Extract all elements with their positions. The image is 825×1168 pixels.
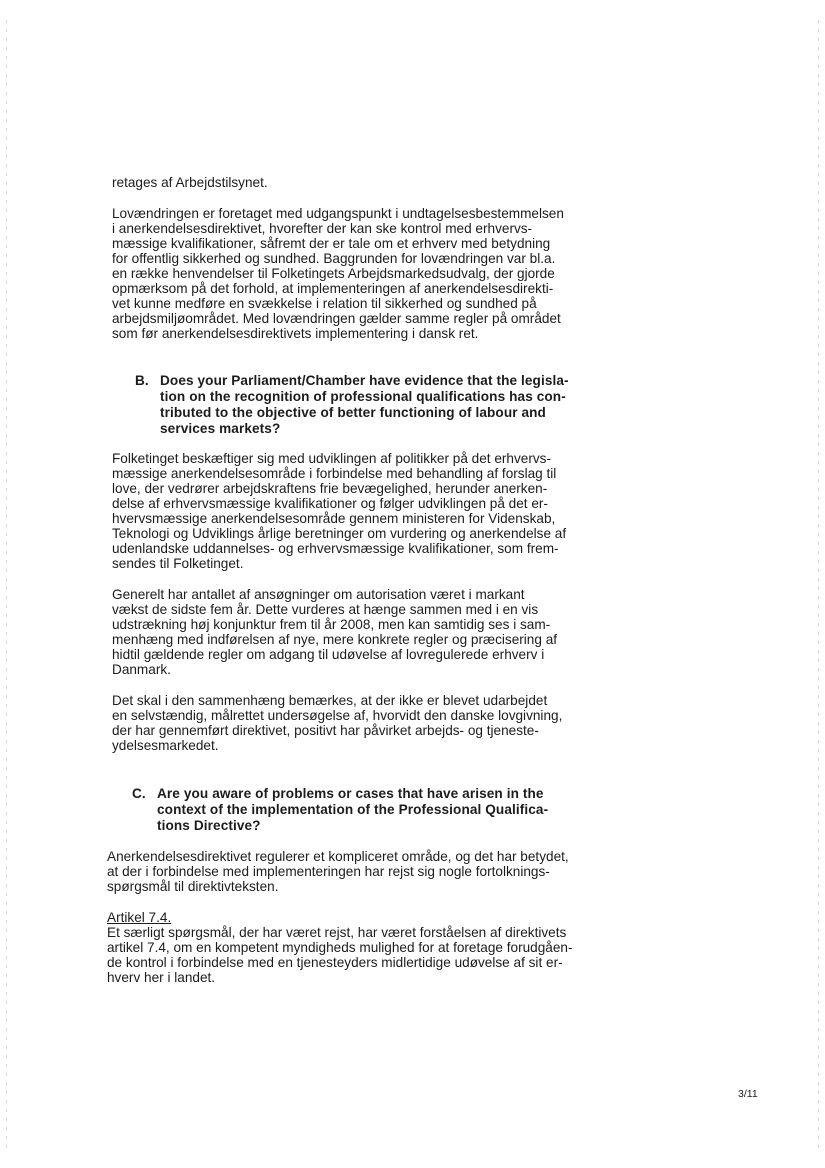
paragraph-line: Teknologi og Udviklings årlige beretninger om vurdering og anerkendelse af [112,526,567,541]
paragraph-line: spørgsmål til direktivteksten. [107,879,279,894]
paragraph-line: Det skal i den sammenhæng bemærkes, at der ikke er blevet udarbejdet [112,693,548,708]
paragraph-line: artikel 7.4, om en kompetent myndigheds mulighed for at foretage forudgåen- [107,940,573,955]
question-letter-b: B. [135,373,149,388]
paragraph-line: menhæng med indførelsen af nye, mere konkrete regler og præcisering af [112,632,558,647]
paragraph-line: i anerkendelsesdirektivet, hvorefter der kan ske kontrol med erhvervs- [112,221,533,236]
question-c-line: context of the implementation of the Professional Qualifica- [157,802,549,817]
scan-edge-right [818,20,819,1148]
paragraph-line: Danmark. [112,662,171,677]
paragraph-line: de kontrol i forbindelse med en tjenesteyders midlertidige udøvelse af sit er- [107,955,563,970]
paragraph-line: sendes til Folketinget. [112,556,244,571]
paragraph-line: hvervsmæssige anerkendelsesområde gennem ministeren for Videnskab, [112,511,556,526]
paragraph-line: at der i forbindelse med implementeringen har rejst sig nogle fortolknings- [107,864,550,879]
question-letter-c: C. [132,786,146,801]
paragraph-line: retages af Arbejdstilsynet. [112,175,268,190]
paragraph-line: Folketinget beskæftiger sig med udviklingen af politikker på det erhvervs- [112,451,551,466]
paragraph-line: hidtil gældende regler om adgang til udøvelse af lovregulerede erhverv i [112,647,545,662]
paragraph-line: Anerkendelsesdirektivet regulerer et kompliceret område, og det har betydet, [107,849,569,864]
question-c-line: tions Directive? [157,818,261,833]
question-b-line: tion on the recognition of professional qualifications has con- [160,389,566,404]
question-b-line: tributed to the objective of better functioning of labour and [160,405,546,420]
question-c-line: Are you aware of problems or cases that have arisen in the [157,786,544,801]
page-number: 3/11 [738,1088,758,1100]
paragraph-line: Et særligt spørgsmål, der har været rejst, har været forståelsen af direktivets [107,925,567,940]
question-b-line: Does your Parliament/Chamber have evidence that the legisla- [160,373,569,388]
paragraph-line: mæssige kvalifikationer, såfremt der er tale om et erhverv med betydning [112,236,551,251]
paragraph-line: Generelt har antallet af ansøgninger om autorisation været i markant [112,587,525,602]
paragraph-line: hverv her i landet. [107,970,216,985]
paragraph-line: mæssige anerkendelsesområde i forbindelse med behandling af forslag til [112,466,557,481]
subheading-artikel: Artikel 7.4. [107,910,172,925]
paragraph-line: ydelsesmarkedet. [112,738,219,753]
paragraph-line: for offentlig sikkerhed og sundhed. Baggrunden for lovændringen var bl.a. [112,251,556,266]
paragraph-line: udstrækning høj konjunktur frem til år 2008, men kan samtidig ses i sam- [112,617,551,632]
scan-edge-left [6,20,7,1148]
paragraph-line: Lovændringen er foretaget med udgangspunkt i undtagelsesbestemmelsen [112,206,564,221]
paragraph-line: vet kunne medføre en svækkelse i relation til sikkerhed og sundhed på [112,296,537,311]
paragraph-line: en selvstændig, målrettet undersøgelse af, hvorvidt den danske lovgivning, [112,708,563,723]
paragraph-line: vækst de sidste fem år. Dette vurderes at hænge sammen med i en vis [112,602,539,617]
paragraph-line: som før anerkendelsesdirektivets implementering i dansk ret. [112,326,479,341]
paragraph-line: udenlandske uddannelses- og erhvervsmæssige kvalifikationer, som frem- [112,541,559,556]
paragraph-line: arbejdsmiljøområdet. Med lovændringen gælder samme regler på området [112,311,561,326]
paragraph-line: en række henvendelser til Folketingets Arbejdsmarkedsudvalg, der gjorde [112,266,555,281]
paragraph-line: opmærksom på det forhold, at implementeringen af anerkendelsesdirekti- [112,281,554,296]
paragraph-line: delse af erhvervsmæssige kvalifikationer og følger udviklingen på det er- [112,496,548,511]
paragraph-line: love, der vedrører arbejdskraftens frie bevægelighed, herunder anerken- [112,481,548,496]
paragraph-line: der har gennemført direktivet, positivt har påvirket arbejds- og tjeneste- [112,723,539,738]
question-b-line: services markets? [160,421,281,436]
